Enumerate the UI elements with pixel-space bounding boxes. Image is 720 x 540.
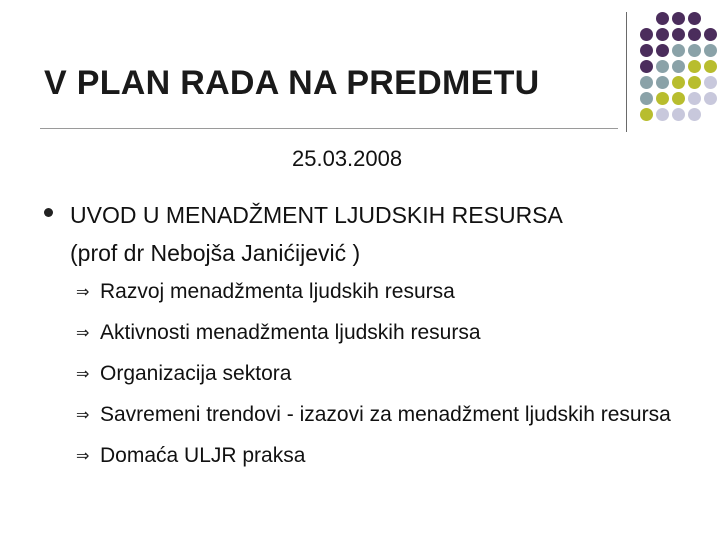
main-bullet-line-2: (prof dr Nebojša Janićijević ) [70,240,361,266]
sub-bullet-item [76,317,696,349]
decor-dot [688,28,701,41]
decor-dot [640,44,653,57]
slide-date: 25.03.2008 [292,146,403,171]
decor-dot [704,28,717,41]
decor-dot [640,76,653,89]
decor-dot [640,108,653,121]
decor-dot [656,108,669,121]
decor-dot [704,108,717,121]
decor-dot [688,60,701,73]
sub-bullet-text: Organizacija sektora [100,362,292,385]
decor-dot [704,92,717,105]
round-bullet-icon [44,208,53,217]
vertical-divider [626,12,627,132]
decor-dot [640,60,653,73]
decor-dot [672,12,685,25]
decor-dot [704,12,717,25]
decorative-dot-grid [640,12,718,122]
decor-dot [704,60,717,73]
decor-dot [704,44,717,57]
decor-dot [672,44,685,57]
title-underline [40,128,618,129]
sub-bullet-text: Savremeni trendovi - izazovi za menadžment ljudskih resursa [100,403,671,426]
decor-dot [656,44,669,57]
decor-dot [688,108,701,121]
sub-bullet-text: Aktivnosti menadžmenta ljudskih resursa [100,321,481,344]
double-arrow-icon: ⇒ [76,364,90,383]
sub-bullet-item [76,399,696,431]
double-arrow-icon: ⇒ [76,446,90,465]
decor-dot [640,12,653,25]
decor-dot [640,92,653,105]
decor-dot [672,92,685,105]
double-arrow-icon: ⇒ [76,323,90,342]
sub-bullet-text: Razvoj menadžmenta ljudskih resursa [100,280,455,303]
main-bullet-line-1: UVOD U MENADŽMENT LJUDSKIH RESURSA [70,202,563,228]
double-arrow-icon: ⇒ [76,282,90,301]
decor-dot [672,28,685,41]
decor-dot [656,12,669,25]
decor-dot [656,60,669,73]
main-bullet-item [44,196,684,272]
sub-bullet-item [76,276,696,308]
decor-dot [672,60,685,73]
decor-dot [656,92,669,105]
sub-bullet-list [76,276,696,481]
decor-dot [672,108,685,121]
decor-dot [688,76,701,89]
decor-dot [656,76,669,89]
double-arrow-icon: ⇒ [76,405,90,424]
decor-dot [672,76,685,89]
main-bullet-text [70,196,684,272]
slide-title: V PLAN RADA NA PREDMETU [44,64,540,102]
decor-dot [688,44,701,57]
sub-bullet-text: Domaća ULJR praksa [100,444,306,467]
sub-bullet-item [76,440,696,472]
decor-dot [688,12,701,25]
decor-dot [640,28,653,41]
decor-dot [688,92,701,105]
sub-bullet-item [76,358,696,390]
decor-dot [656,28,669,41]
decor-dot [704,76,717,89]
